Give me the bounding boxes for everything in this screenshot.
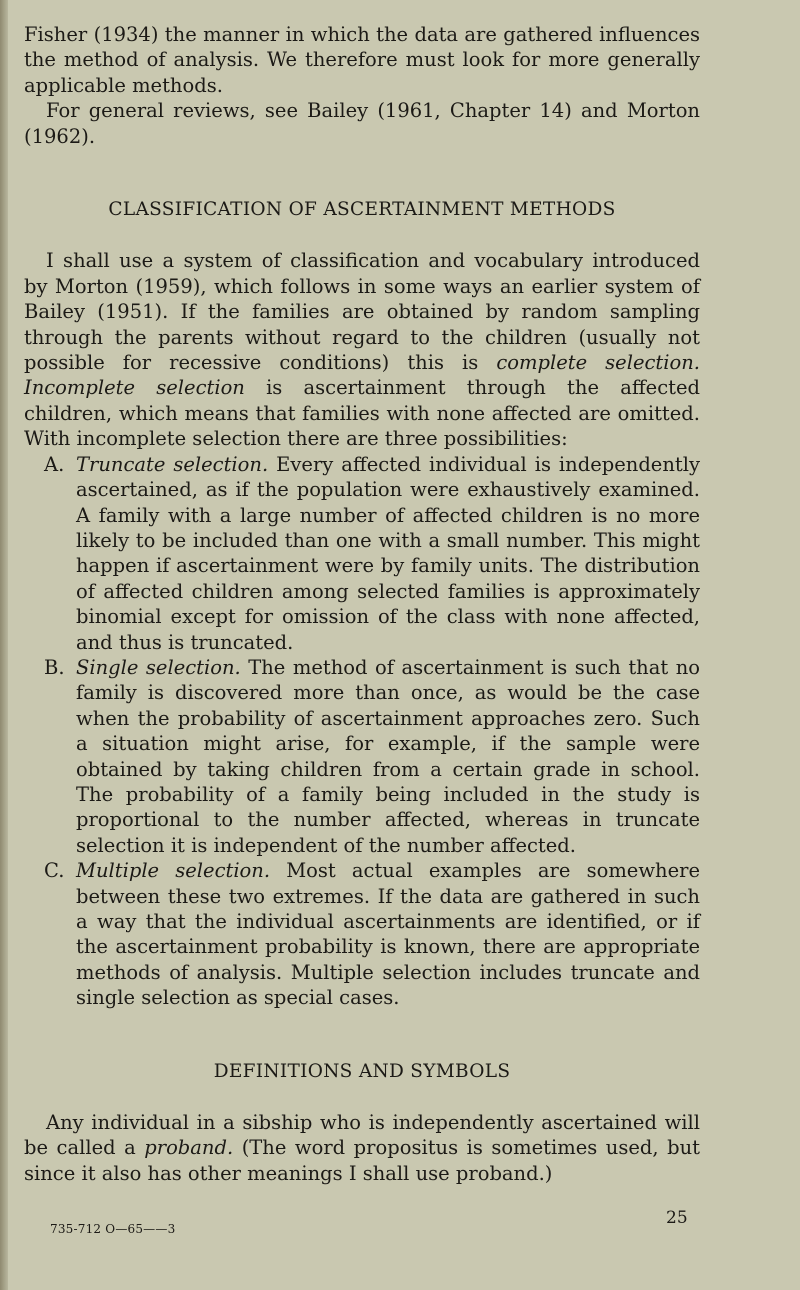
- term-single-selection: Single selection.: [76, 655, 241, 679]
- term-proband: proband.: [144, 1136, 234, 1160]
- reviews-paragraph: For general reviews, see Bailey (1961, Chapter 14) and Morton (1962).: [24, 99, 700, 148]
- intro-text-continued: is ascertainment through the affected children, which means that families with none affected are omitted. With incomplete selection there are three possibilities:: [24, 376, 700, 451]
- list-item-text: Every affected individual is independently ascertained, as if the population were exhaustively examined. A family with a large number of affected children is no more likely to be included than one with a small number. This might happen if ascertainment were by family units. The distribution of affected children among selected families is approximately binomial except for omission of the class with none affected, and thus is truncated.: [76, 452, 700, 654]
- intro-text: I shall use a system of classification and vocabulary introduced by Morton (1959), which follows in some ways an earlier system of Bailey (1951). If the families are obtained by random sampling through the parents without regard to the children (usually not possible for recessive conditions) this is: [24, 249, 700, 375]
- list-item-truncate-selection: [24, 452, 700, 655]
- term-complete-selection: complete selection.: [496, 351, 700, 375]
- term-incomplete-selection: Incomplete selection: [24, 376, 245, 400]
- definitions-text: Any individual in a sibship who is independently ascertained will be called a: [24, 1111, 700, 1160]
- page-number: 25: [666, 1208, 688, 1228]
- definitions-text-continued: (The word propositus is sometimes used, but since it also has other meanings I shall use proband.): [24, 1136, 700, 1185]
- opening-paragraph: Fisher (1934) the manner in which the data are gathered influences the method of analysis. We therefore must look for more generally applicable methods.: [24, 23, 700, 97]
- section-heading-definitions: DEFINITIONS AND SYMBOLS: [213, 1060, 511, 1082]
- list-marker: C.: [44, 859, 65, 883]
- list-item-multiple-selection: [24, 858, 700, 1010]
- page-body: [24, 0, 700, 1186]
- list-item-single-selection: [24, 655, 700, 858]
- list-marker: A.: [44, 452, 65, 476]
- term-multiple-selection: Multiple selection.: [76, 859, 271, 883]
- classification-intro-paragraph: [24, 248, 700, 451]
- term-truncate-selection: Truncate selection.: [76, 452, 269, 476]
- list-marker: B.: [44, 655, 65, 679]
- list-item-text: Most actual examples are somewhere between these two extremes. If the data are gathered in such a way that the individual ascertainments are identified, or if the ascertainment probability is known, there are appropriate methods of analysis. Multiple selection includes truncate and single selection as special cases.: [76, 859, 700, 1010]
- definitions-paragraph: [24, 1110, 700, 1186]
- section-heading-classification: CLASSIFICATION OF ASCERTAINMENT METHODS: [108, 199, 616, 221]
- page-edge-shadow: [0, 0, 8, 1290]
- list-item-text: The method of ascertainment is such that no family is discovered more than once, as would be the case when the probability of ascertainment approaches zero. Such a situation might arise, for example, if the sample were obtained by taking children from a certain grade in school. The probability of a family being included in the study is proportional to the number affected, whereas in truncate selection it is independent of the number affected.: [76, 655, 700, 857]
- print-code: 735-712 O—65——3: [50, 1222, 176, 1236]
